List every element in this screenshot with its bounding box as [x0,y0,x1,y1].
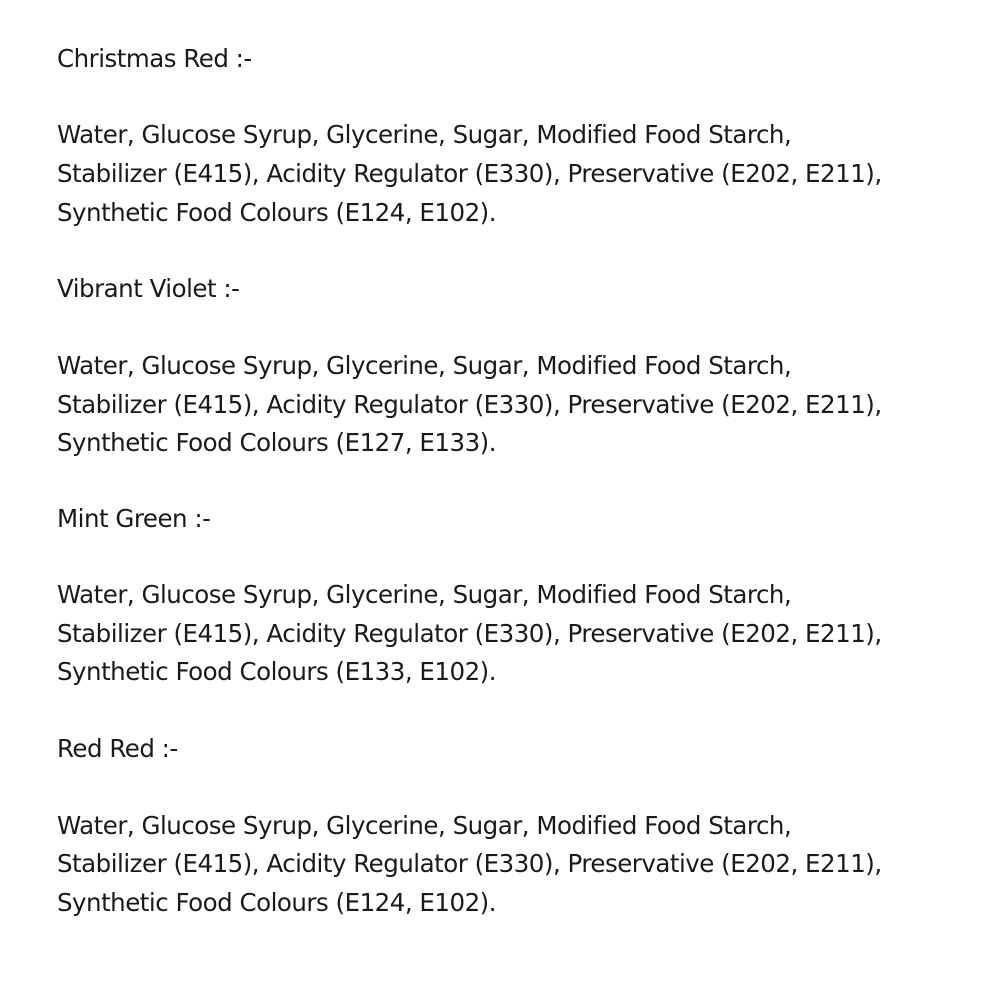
ingredient-line: Stabilizer (E415), Acidity Regulator (E330), Preservative (E202, E211), [57,849,882,878]
section-heading: Mint Green :- [57,504,211,533]
ingredient-line: Stabilizer (E415), Acidity Regulator (E330), Preservative (E202, E211), [57,390,882,419]
ingredient-line: Stabilizer (E415), Acidity Regulator (E330), Preservative (E202, E211), [57,619,882,648]
section-heading: Vibrant Violet :- [57,274,240,303]
ingredient-line: Water, Glucose Syrup, Glycerine, Sugar, Modified Food Starch, [57,580,792,609]
ingredient-line: Synthetic Food Colours (E127, E133). [57,428,497,457]
ingredient-line: Synthetic Food Colours (E124, E102). [57,888,497,917]
section-heading: Red Red :- [57,734,178,763]
ingredient-line: Water, Glucose Syrup, Glycerine, Sugar, Modified Food Starch, [57,351,792,380]
ingredient-line: Water, Glucose Syrup, Glycerine, Sugar, Modified Food Starch, [57,811,792,840]
ingredient-line: Stabilizer (E415), Acidity Regulator (E330), Preservative (E202, E211), [57,159,882,188]
section-heading: Christmas Red :- [57,44,252,73]
ingredient-line: Synthetic Food Colours (E124, E102). [57,198,497,227]
ingredient-line: Water, Glucose Syrup, Glycerine, Sugar, Modified Food Starch, [57,120,792,149]
ingredient-line: Synthetic Food Colours (E133, E102). [57,657,497,686]
